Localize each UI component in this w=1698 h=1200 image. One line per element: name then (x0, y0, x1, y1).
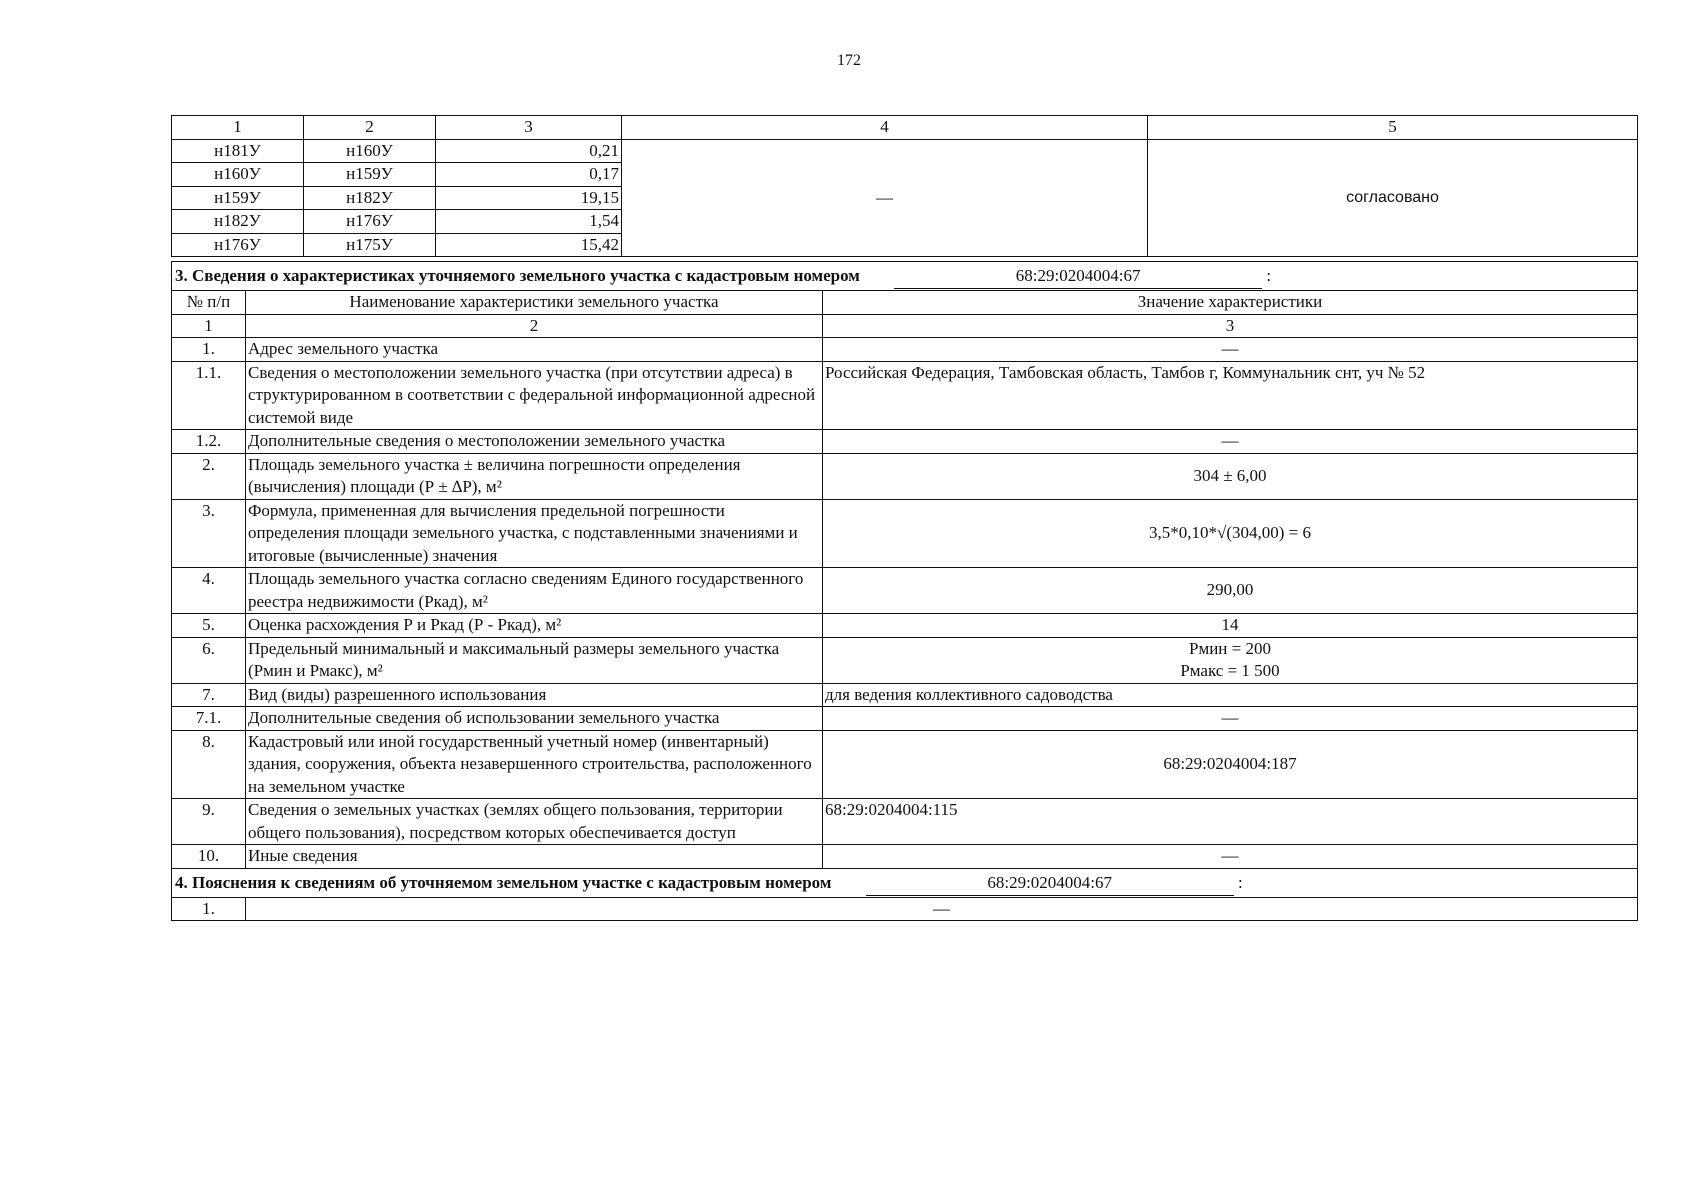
row-name: Вид (виды) разрешенного использования (246, 683, 823, 707)
row-value: 304 ± 6,00 (823, 453, 1638, 499)
row-num: 7.1. (172, 707, 246, 731)
row-value: для ведения коллективного садоводства (823, 683, 1638, 707)
row-num: 3. (172, 499, 246, 568)
col-number-1: 1 (172, 314, 246, 338)
point-from: н160У (172, 163, 304, 187)
section-4-title: 4. Пояснения к сведениям об уточняемом земельном участке с кадастровым номером (175, 872, 832, 892)
table-row (172, 430, 1638, 454)
row-name: Адрес земельного участка (246, 338, 823, 362)
row-value: — (823, 338, 1638, 362)
row-value: 3,5*0,10*√(304,00) = 6 (823, 499, 1638, 568)
row-num: 1.2. (172, 430, 246, 454)
section-3-cadastral-number: 68:29:0204004:67 (894, 263, 1262, 289)
row-name: Дополнительные сведения об использовании земельного участка (246, 707, 823, 731)
points-col-3-header: 3 (436, 116, 622, 140)
col-header-value: Значение характеристики (823, 291, 1638, 315)
table-row (172, 338, 1638, 362)
table-row (172, 614, 1638, 638)
points-col-4-header: 4 (622, 116, 1148, 140)
row-num: 5. (172, 614, 246, 638)
segment-length: 0,21 (436, 139, 622, 163)
row-name: Площадь земельного участка ± величина погрешности определения (вычисления) площади (Р ± ∆Р), м² (246, 453, 823, 499)
row-num: 7. (172, 683, 246, 707)
point-from: н159У (172, 186, 304, 210)
row-num: 2. (172, 453, 246, 499)
row-name: Сведения о земельных участках (землях общего пользования, территории общего пользования), посредством которых обеспечивается доступ (246, 799, 823, 845)
point-to: н176У (304, 210, 436, 234)
characteristics-table (171, 261, 1638, 921)
points-table (171, 115, 1638, 257)
row-value: — (246, 897, 1638, 921)
row-name: Оценка расхождения Р и Ркад (Р - Ркад), м² (246, 614, 823, 638)
row-name: Площадь земельного участка согласно сведениям Единого государственного реестра недвижимости (Ркад), м² (246, 568, 823, 614)
characteristics-col-numbers (172, 314, 1638, 338)
row-name: Формула, примененная для вычисления предельной погрешности определения площади земельного участка, с подставленными значениями и итоговые (вычисленные) значения (246, 499, 823, 568)
section-3 (171, 261, 1637, 921)
table-row (172, 845, 1638, 869)
point-from: н176У (172, 233, 304, 257)
row-value: — (823, 430, 1638, 454)
points-col-5-header: 5 (1148, 116, 1638, 140)
row-value-min-max (823, 637, 1638, 683)
approval-status: согласовано (1148, 139, 1638, 257)
col-number-2: 2 (246, 314, 823, 338)
col-header-num: № п/п (172, 291, 246, 315)
section-3-title: 3. Сведения о характеристиках уточняемого земельного участка с кадастровым номером (175, 266, 860, 285)
points-col-1-header: 1 (172, 116, 304, 140)
table-row (172, 683, 1638, 707)
col-number-3: 3 (823, 314, 1638, 338)
table-row (172, 897, 1638, 921)
segment-length: 1,54 (436, 210, 622, 234)
row-value-max: Рмакс = 1 500 (1180, 661, 1280, 680)
row-name: Кадастровый или иной государственный учетный номер (инвентарный) здания, сооружения, объекта незавершенного строительства, расположенного на земельном участке (246, 730, 823, 799)
points-col-2-header: 2 (304, 116, 436, 140)
row-value: 68:29:0204004:187 (823, 730, 1638, 799)
row-value: 14 (823, 614, 1638, 638)
segment-length: 19,15 (436, 186, 622, 210)
row-value: Российская Федерация, Тамбовская область, Тамбов г, Коммунальник снт, уч № 52 (823, 361, 1638, 430)
section-3-header-row (172, 262, 1638, 291)
section-4-header-row (172, 868, 1638, 897)
row-value: — (823, 845, 1638, 869)
row-num: 10. (172, 845, 246, 869)
segment-length: 15,42 (436, 233, 622, 257)
page-number: 172 (837, 52, 861, 69)
row-num: 1.1. (172, 361, 246, 430)
row-value: — (823, 707, 1638, 731)
table-row (172, 637, 1638, 683)
row-num: 4. (172, 568, 246, 614)
table-row (172, 453, 1638, 499)
characteristics-col-headers (172, 291, 1638, 315)
points-table-header (172, 116, 1638, 140)
section-3-header (172, 262, 1638, 291)
points-col4-value: — (622, 139, 1148, 257)
row-num: 1. (172, 897, 246, 921)
row-value: 290,00 (823, 568, 1638, 614)
row-name: Дополнительные сведения о местоположении земельного участка (246, 430, 823, 454)
row-value-min: Рмин = 200 (1189, 638, 1271, 658)
table-row (172, 139, 1638, 163)
row-name: Сведения о местоположении земельного участка (при отсутствии адреса) в структурированном в соответствии с федеральной информационной адресной системой виде (246, 361, 823, 430)
col-header-name: Наименование характеристики земельного участка (246, 291, 823, 315)
point-from: н182У (172, 210, 304, 234)
point-to: н175У (304, 233, 436, 257)
table-row (172, 361, 1638, 430)
row-num: 1. (172, 338, 246, 362)
row-num: 9. (172, 799, 246, 845)
section-4-header (172, 868, 1638, 897)
table-row (172, 730, 1638, 799)
row-num: 8. (172, 730, 246, 799)
table-row (172, 499, 1638, 568)
point-to: н182У (304, 186, 436, 210)
table-row (172, 799, 1638, 845)
points-table-section (171, 115, 1637, 257)
point-to: н159У (304, 163, 436, 187)
section-4-cadastral-number: 68:29:0204004:67 (866, 870, 1234, 896)
section-4-colon: : (1237, 872, 1243, 892)
point-from: н181У (172, 139, 304, 163)
segment-length: 0,17 (436, 163, 622, 187)
point-to: н160У (304, 139, 436, 163)
section-3-colon: : (1266, 266, 1272, 285)
row-name: Предельный минимальный и максимальный размеры земельного участка (Рмин и Рмакс), м² (246, 637, 823, 683)
table-row (172, 568, 1638, 614)
row-num: 6. (172, 637, 246, 683)
row-name: Иные сведения (246, 845, 823, 869)
row-value: 68:29:0204004:115 (823, 799, 1638, 845)
table-row (172, 707, 1638, 731)
